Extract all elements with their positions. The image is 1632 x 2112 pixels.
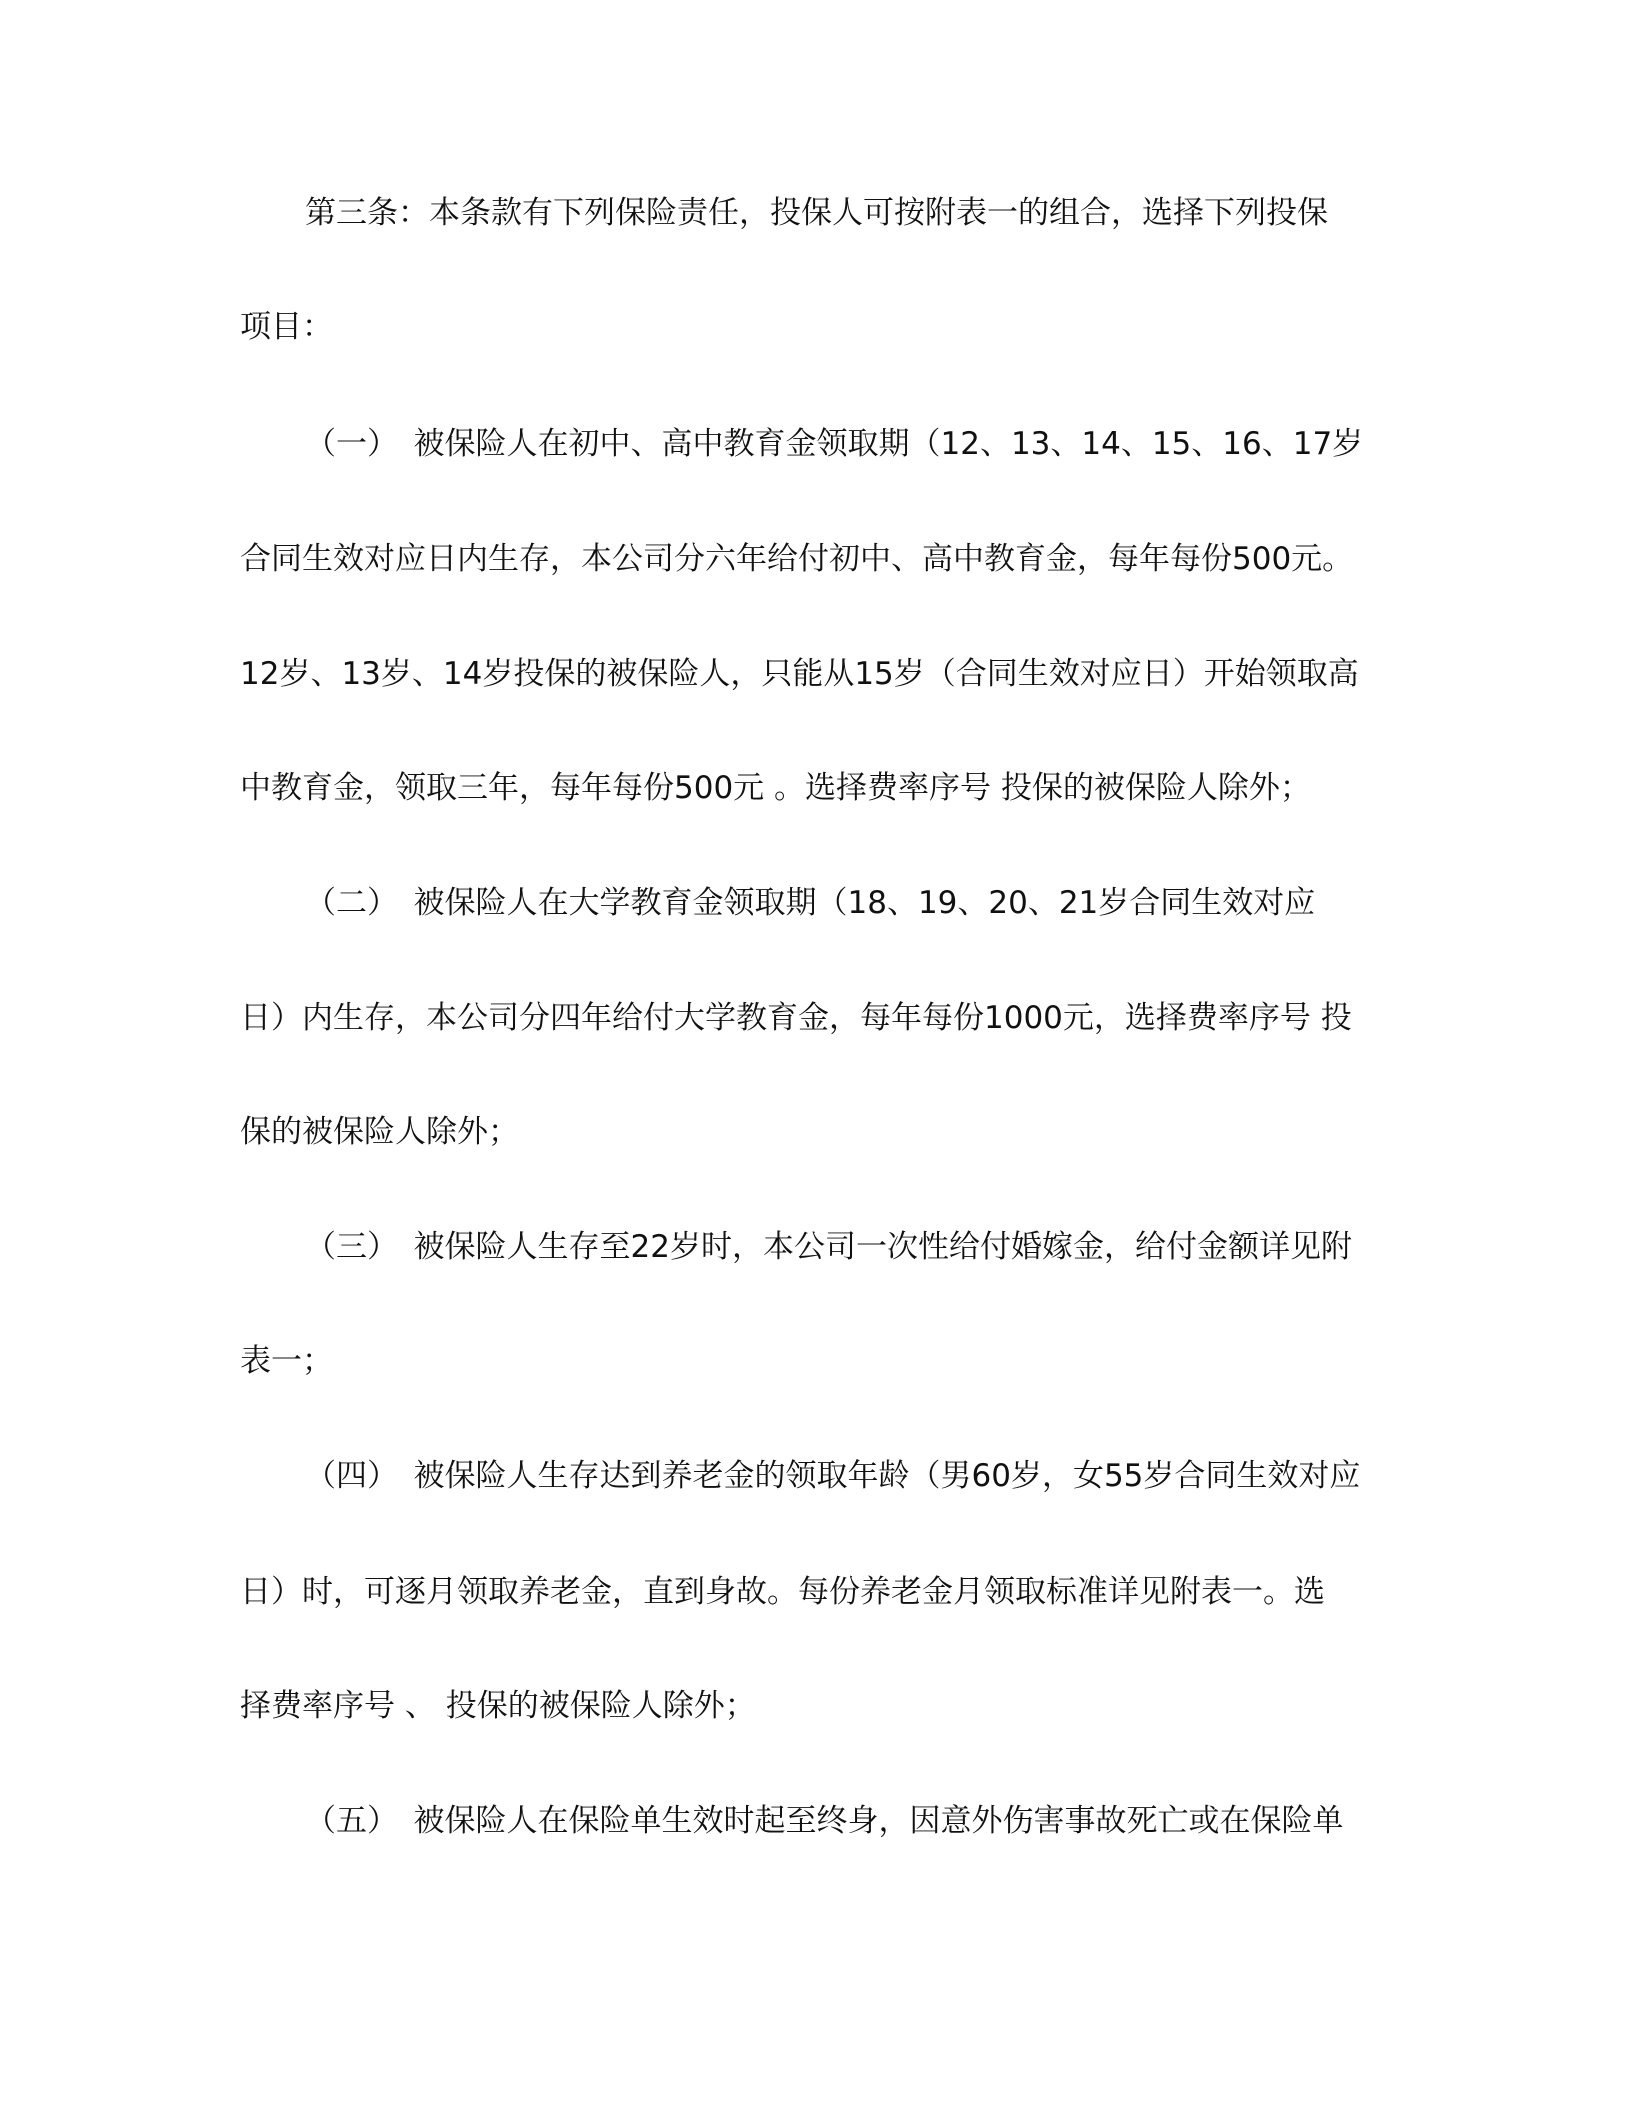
clause-2-line: （二） 被保险人在大学教育金领取期（18、19、20、21岁合同生效对应	[305, 885, 1316, 921]
clause-3-line: （三） 被保险人生存至22岁时，本公司一次性给付婚嫁金，给付金额详见附	[305, 1229, 1352, 1265]
clause-5-line: （五） 被保险人在保险单生效时起至终身，因意外伤害事故死亡或在保险单	[305, 1803, 1344, 1839]
clause-1-line: （一） 被保险人在初中、高中教育金领取期（12、13、14、15、16、17岁	[305, 426, 1364, 462]
paragraph-line: 日）时，可逐月领取养老金，直到身故。每份养老金月领取标准详见附表一。选	[240, 1574, 1325, 1610]
paragraph-line: 中教育金，领取三年，每年每份500元 。选择费率序号 投保的被保险人除外；	[240, 770, 1311, 806]
clause-4-line: （四） 被保险人生存达到养老金的领取年龄（男60岁，女55岁合同生效对应	[305, 1458, 1361, 1494]
paragraph-line: 表一；	[240, 1343, 333, 1379]
article-heading-line: 第三条：本条款有下列保险责任，投保人可按附表一的组合，选择下列投保	[305, 195, 1328, 231]
paragraph-line: 12岁、13岁、14岁投保的被保险人，只能从15岁（合同生效对应日）开始领取高	[240, 656, 1359, 692]
paragraph-line: 项目：	[240, 309, 333, 345]
paragraph-line: 保的被保险人除外；	[240, 1114, 519, 1150]
paragraph-line: 日）内生存，本公司分四年给付大学教育金，每年每份1000元，选择费率序号 投	[240, 1000, 1352, 1036]
paragraph-line: 合同生效对应日内生存，本公司分六年给付初中、高中教育金，每年每份500元。	[240, 541, 1354, 577]
paragraph-line: 择费率序号 、 投保的被保险人除外；	[240, 1688, 756, 1724]
